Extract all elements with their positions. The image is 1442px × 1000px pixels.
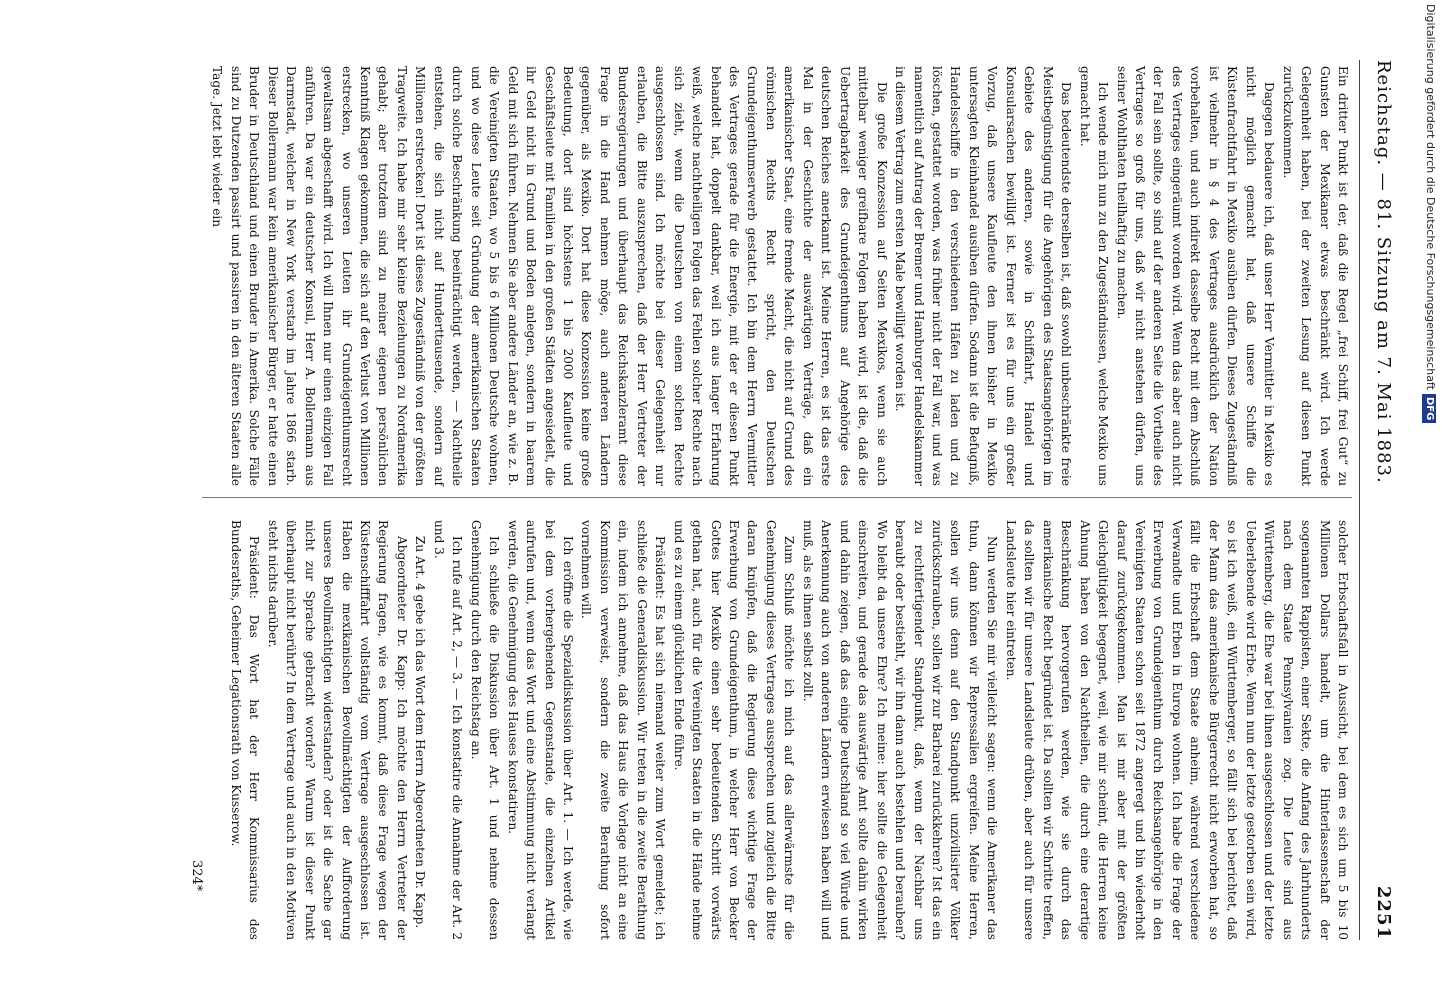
- running-head: [1362, 60, 1402, 940]
- dfg-notice-row: [1418, 4, 1442, 994]
- paragraph: Ich wende mich nun zu den Zugeständnissen, welche Mexiko uns gemacht hat.: [1077, 66, 1111, 486]
- paragraph: Dagegen bedauere ich, daß unser Herr Vermittler in Mexiko es nicht möglich gemacht hat, daß unsere Schiffe die Küstenfrachtfahrt in Mexiko ausüben dürfen. Dieses Zugeständniß ist vielmehr in § 4 des Vertrages ausdrücklich der Nation vorbehalten, und auch indirekt dasselbe Recht mit dem Abschluß des Vertrages eingeräumt worden wird. Wenn das aber auch nicht der Fall sein sollte, so sind auf der anderen Seite die Vortheile des Vertrages so groß für uns, daß wir nicht anstehen dürfen, uns seiner Wohlthaten theilhaftig zu machen.: [1114, 66, 1277, 486]
- dfg-logo: DFG: [1422, 394, 1436, 423]
- running-head-title: Reichstag. — 81. Sitzung am 7. Mai 1883.: [1373, 60, 1394, 484]
- paragraph: Ich eröffne die Spezialdiskussion über Art. 1. — Ich werde, wie bei dem vorhergehenden Gegenstande, die einzelnen Artikel aufrufen und, wenn das Wort und eine Abstimmung nicht verlangt werden, die Genehmigung des Hauses konstatiren.: [505, 520, 575, 940]
- paragraph: Die große Konzession auf Seiten Mexikos, wenn sie auch mittelbar weniger greifbare Folgen haben wird, ist die, daß die Uebertragbarkeit des Grundeigenthums auf Angehörige des deutschen Reiches anerkannt ist. Meine Herren, es ist das erste Mal in der Geschichte der auswärtigen Verträge, daß ein amerikanischer Staat, eine fremde Macht, die nicht auf Grund des römischen Rechts Recht spricht, den Deutschen Grundeigenthumserwerb gestattet. Ich bin dem Herrn Vermittler des Vertrages gerade für die Energie, mit der er diesen Punkt behandelt hat, doppelt dankbar, weil ich aus langer Erfahrung weiß, welche nachtheiligen Folgen das Fehlen solcher Rechte nach sich zieht, wenn die Deutschen von einem solchen Rechte ausgeschlossen sind. Ich möchte bei dieser Gelegenheit nur erlauben, die Bitte auszusprechen, daß der Herr Vertreter der Bundesregierungen und überhaupt das Reichskanzleramt diese Frage in die Hand nehmen möge, auch anderen Ländern gegenüber, als Mexiko. Dort hat diese Konzession keine große Bedeutung, dort sind höchstens 1 bis 2000 Kaufleute und Geschäftsleute mit Familien in den großen Städten angesiedelt, die ihr Geld nicht in Grund und Boden anlegen, sondern in baarem Geld mit sich führen. Nehmen Sie aber andere Länder an, wie z. B. die Vereinigten Staaten, wo 5 bis 6 Millionen Deutsche wohnen, und wo diese Leute seit Gründung der amerikanischen Staaten durch solche Beschränkung beeinträchtigt werden, — Nachtheile entstehen, die sich nicht auf Hunderttausende, sondern auf Millionen erstrecken! Dort ist dieses Zugeständniß von der größten Tragweite. Ich habe mir sehr kleine Beziehungen zu Nordamerika gehabt; aber trotzdem sind zu meiner eigenen persönlichen Kenntniß Klagen gekommen, die sich auf den Verlust von Millionen erstrecken, wo unseren Leuten ihr Grundeigenthumsrecht gewaltsam abgeschafft wird. Ich will Ihnen nur einen einzigen Fall anführen. Da war ein deutscher Konsul, Herr A. Bollermann aus Darmstadt, welcher in New York verstarb im Jahre 1866 starb. Dieser Bollermann war kein amerikanischer Bürger, er hatte einen Bruder in Deutschland und einen Bruder in Amerika. Solche Fälle sind zu Dutzenden passirt und passiren in den älteren Staaten alle Tage. Jetzt lebt wieder ein: [210, 66, 889, 486]
- header-rule: [1359, 60, 1360, 940]
- left-column: [208, 66, 1352, 486]
- paragraph: Zum Schluß möchte ich mich auf das allerwärmste für die Genehmigung dieses Vertrages aussprechen und zugleich die Bitte daran knüpfen, daß die Regierung diese wichtige Frage der Erwerbung von Grundeigenthum, in welcher Herr von Becker Gottes hier Mexiko einen sehr bedeutenden Schritt vorwärts gethan hat, auch für die Vereinigten Staaten in die Hände nehme und es zu einem glücklichen Ende führe.: [671, 520, 797, 940]
- paragraph: Präsident: Das Wort hat der Herr Kommissarius des Bundesraths, Geheimer Legationsrath von Kusserow.: [228, 520, 262, 940]
- paragraph: Zu Art. 4 gebe ich das Wort dem Herrn Abgeordneten Dr. Kapp.: [413, 536, 428, 929]
- paragraph: Das bedeutendste derselben ist, daß sowohl unbeschränkte freie Meistbegünstigung für die Angehörigen des Staatsangehörigen im Gebiete des anderen, sowie in Schiffahrt, Handel und Konsularsachen bewilligt ist. Ferner ist es für uns ein großer Vorzug, daß unsere Kaufleute den ihnen bisher in Mexiko untersagten Kleinhandel ausüben dürfen. Sodann ist die Befugniß, Handelsschiffe in den verschiedenen Häfen zu laden und zu löschen, gestattet worden, was früher nicht der Fall war, und was namentlich auf Antrag der Bremer und Hamburger Handelskammer in diesem Vertrag zum ersten Male bewilligt worden ist.: [893, 66, 1074, 486]
- paragraph: Ich schließe die Diskussion über Art. 1 und nehme dessen Genehmigung durch den Reichstag an.: [468, 520, 502, 940]
- page-number: 2251: [1373, 885, 1394, 940]
- paragraph: Ein dritter Punkt ist der, daß die Regel „frei Schiff, frei Gut“ zu Gunsten der Mexikaner etwas beschränkt wird. Ich werde Gelegenheit haben, bei der zweiten Lesung auf diesen Punkt zurückzukommen.: [1280, 66, 1350, 486]
- dfg-notice: Digitalisierung gefördert durch die Deutsche Forschungsgemeinschaft: [1424, 4, 1437, 390]
- paragraph: Abgeordneter Dr. Kapp: Ich möchte den Herrn Vertreter der Regierung fragen, wie es kommt, daß diese Frage wegen der Küstenschifffahrt vollständig vom Vertrage ausgeschlossen ist. Haben die mexikanischen Bevollmächtigten der Aufforderung unseres Bevollmächtigten widerstanden? oder ist die Sache gar nicht zur Sprache gebracht worden? Warum ist dieser Punkt überhaupt nicht berührt? In dem Vertrage und auch in den Motiven steht nichts darüber.: [265, 520, 409, 940]
- paragraph: Präsident: Es hat sich niemand weiter zum Wort gemeldet; ich schließe die Generaldiskussion. Wir treten in die zweite Berathung ein, indem ich annehme, daß das Haus die Vorlage nicht an eine Kommission verweist, sondern die zweite Berathung sofort vornehmen will.: [579, 520, 668, 940]
- right-column: [226, 520, 1352, 940]
- paragraph: Nun werden Sie mir vielleicht sagen: wenn die Amerikaner das thun, dann können wir Repressalien ergreifen. Meine Herren, sollen wir uns denn auf den Standpunkt unzivilisirter Völker zurückschrauben, sollen wir zur Barbarei zurückkehren? Ist das ein zu rechtfertigender Standpunkt, daß, wenn der Nachbar uns beraubt oder bestiehlt, wir ihn dann auch bestehlen und berauben? Wo bleibt da unsere Ehre? Ich meine: hier sollte die Gelegenheit einschreiten, und gerade das auswärtige Amt sollte dahin wirken und dahin zeigen, daß das einige Deutschland so viel Würde und Anerkennung auch von anderen Ländern erwiesen haben will und muß, als es ihnen selbst zollt.: [800, 520, 1000, 940]
- column-divider: [202, 497, 1352, 498]
- paragraph: solcher Erbschaftsfall in Aussicht, bei dem es sich um 5 bis 10 Millionen Dollars handelt, um die Hinterlassenschaft der sogenannten Rappisten, einer Sekte, die Anfang des Jahrhunderts nach dem Staate Pennsylvanien zog. Die Leute sind aus Württemberg, die Ehe war bei ihnen ausgeschlossen und der letzte Ueberlebende wird Erbe. Wenn nun der letzte gestorben sein wird, so ist ich weiß, ein Württemberger, so fällt sich bei berichtet, daß der Mann das amerikanische Bürgerrecht nicht erworben hat, so fällt die Erbschaft dem Staate anheim, während verschiedene Verwandte und Erben in Europa wohnen. Ich habe die Frage der Erwerbung von Grundeigenthum durch Reichsangehörige in den Vereinigten Staaten schon seit 1872 angeregt und bin wiederholt darauf zurückgekommen. Man ist mir aber mit der größten Gleichgültigkeit begegnet, weil, wie mir scheint, die Herren keine Ahnung haben von den Nachtheilen, die durch eine derartige Beschränkung hervorgerufen werden, wie sie durch das amerikanische Recht begründet ist. Da sollten wir Schritte treffen, da sollten wir für unsere Landsleute drüben, aber auch für unsere Landsleute hier eintreten.: [1003, 520, 1350, 940]
- dfg-sidebar: [1418, 4, 1442, 994]
- signature-mark: 324*: [189, 860, 204, 892]
- paragraph: Ich rufe auf Art. 2, — 3. — Ich konstatire die Annahme der Art. 2 und 3.: [431, 520, 465, 940]
